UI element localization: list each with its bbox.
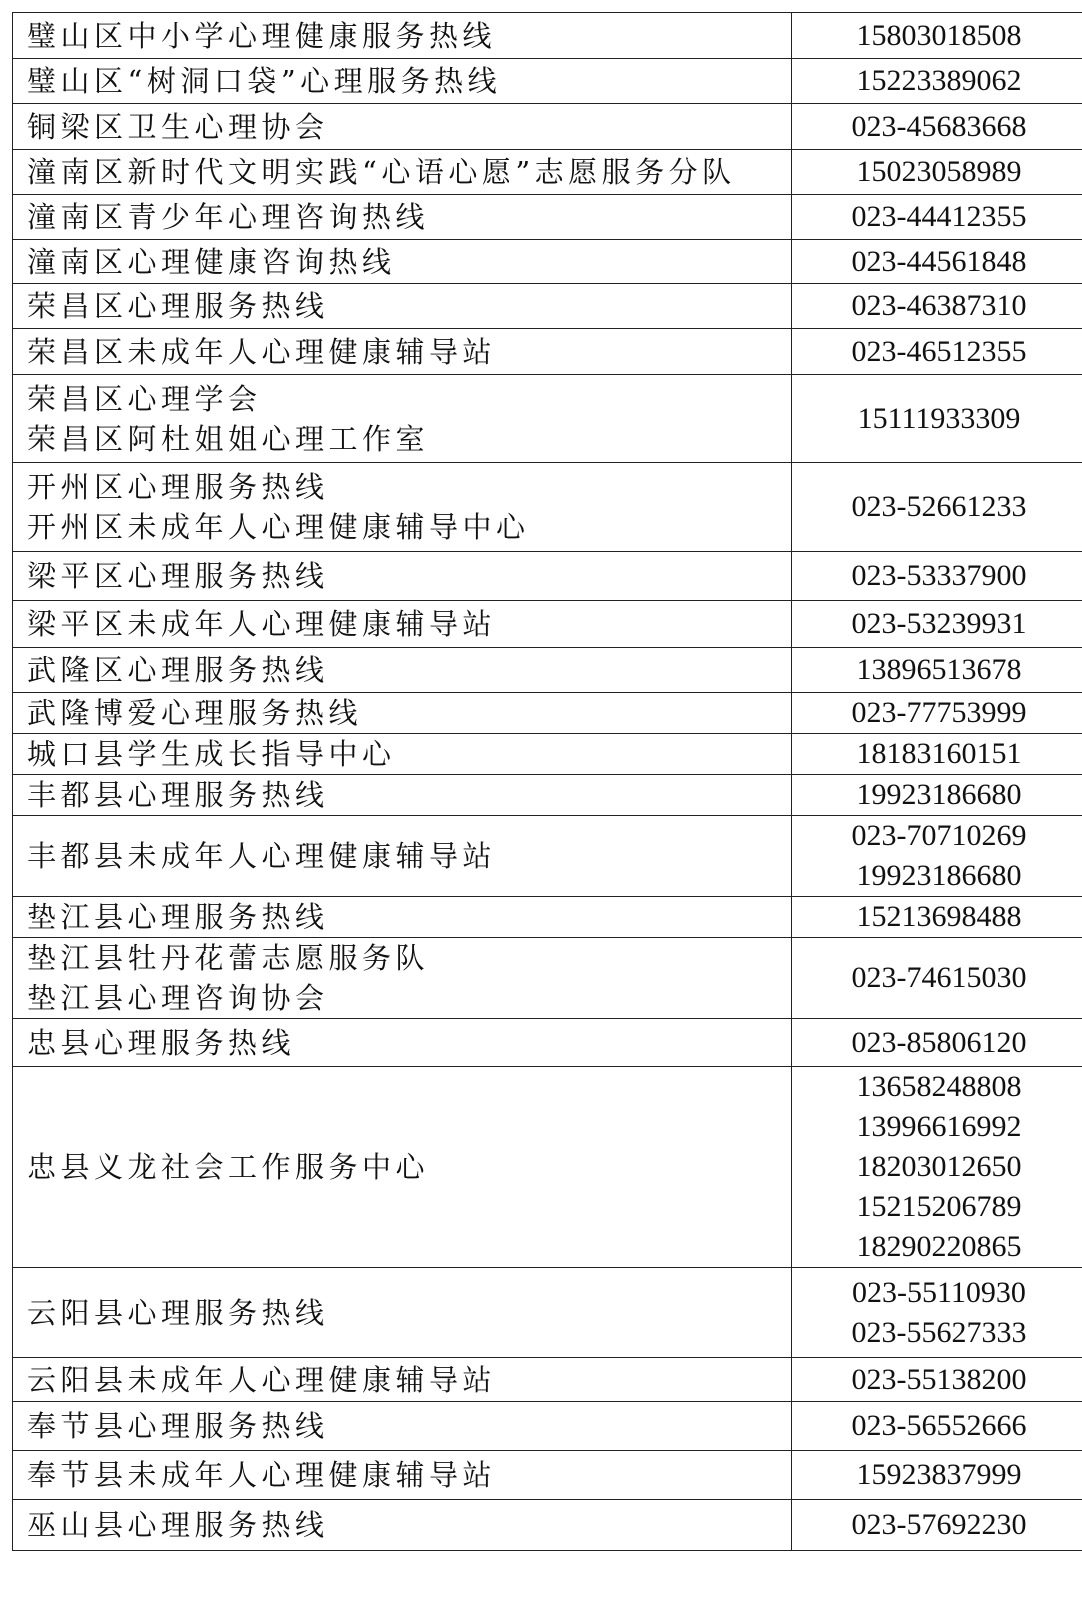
phone-cell [792, 693, 1082, 734]
service-name: 潼南区心理健康咨询热线 [27, 244, 396, 279]
table-row [13, 240, 1082, 284]
service-name: 荣昌区心理学会 [27, 381, 262, 416]
phone-cell [792, 1067, 1082, 1268]
service-name-cell [13, 13, 792, 59]
phone-number: 18183160151 [856, 737, 1022, 770]
service-name-cell [13, 1019, 792, 1067]
table-row [13, 1451, 1082, 1500]
service-name-cell [13, 552, 792, 601]
phone-number: 023-44412355 [851, 200, 1027, 233]
service-name: 忠县义龙社会工作服务中心 [27, 1150, 430, 1184]
phone-cell [792, 552, 1082, 601]
service-name-cell [13, 1451, 792, 1500]
service-name-cell [13, 775, 792, 816]
phone-number: 023-56552666 [851, 1409, 1027, 1442]
phone-number: 15803018508 [856, 18, 1022, 52]
service-name: 荣昌区未成年人心理健康辅导站 [27, 334, 497, 369]
phone-cell [792, 648, 1082, 693]
phone-cell [792, 13, 1082, 59]
phone-number: 19923186680 [856, 778, 1022, 811]
phone-number: 15215206789 [856, 1190, 1022, 1223]
phone-number: 023-55627333 [851, 1315, 1027, 1349]
phone-cell [792, 1402, 1082, 1451]
phone-cell [792, 375, 1082, 463]
phone-number: 13658248808 [856, 1070, 1022, 1103]
service-name: 开州区心理服务热线 [27, 470, 329, 504]
service-name-cell [13, 150, 792, 195]
table-row [13, 1268, 1082, 1358]
table-row [13, 284, 1082, 329]
hotline-table-body [13, 13, 1082, 1551]
service-name: 武隆区心理服务热线 [27, 653, 329, 687]
phone-number: 023-46387310 [851, 289, 1027, 322]
phone-number: 19923186680 [856, 859, 1022, 892]
service-name-cell [13, 693, 792, 734]
service-name: 巫山县心理服务热线 [27, 1508, 329, 1542]
phone-number: 15923837999 [856, 1458, 1022, 1491]
service-name-cell [13, 59, 792, 104]
phone-cell [792, 284, 1082, 329]
table-row [13, 1402, 1082, 1451]
service-name-cell [13, 329, 792, 375]
phone-cell [792, 775, 1082, 816]
service-name: 铜梁区卫生心理协会 [27, 109, 329, 144]
service-name-cell [13, 463, 792, 552]
service-name: 云阳县心理服务热线 [27, 1295, 329, 1330]
phone-number: 023-45683668 [851, 109, 1027, 143]
table-row [13, 938, 1082, 1019]
service-name-cell [13, 734, 792, 775]
service-name: 荣昌区阿杜姐姐心理工作室 [27, 421, 430, 456]
service-name-cell [13, 195, 792, 240]
table-row [13, 13, 1082, 59]
service-name-cell [13, 375, 792, 463]
phone-cell [792, 240, 1082, 284]
table-row [13, 601, 1082, 648]
service-name-cell [13, 816, 792, 897]
phone-number: 15223389062 [856, 64, 1022, 97]
phone-number: 023-57692230 [851, 1508, 1027, 1541]
service-name: 潼南区新时代文明实践“心语心愿”志愿服务分队 [27, 155, 736, 189]
service-name: 璧山区“树洞口袋”心理服务热线 [27, 64, 502, 98]
phone-number: 15023058989 [856, 155, 1022, 188]
service-name: 垫江县牡丹花蕾志愿服务队 [27, 941, 430, 975]
phone-cell [792, 601, 1082, 648]
phone-number: 023-52661233 [851, 490, 1027, 523]
service-name: 梁平区未成年人心理健康辅导站 [27, 607, 497, 641]
table-row [13, 150, 1082, 195]
phone-number: 023-55110930 [852, 1275, 1026, 1309]
table-row [13, 648, 1082, 693]
service-name: 丰都县未成年人心理健康辅导站 [27, 839, 497, 873]
phone-cell [792, 104, 1082, 150]
phone-number: 023-44561848 [851, 244, 1027, 278]
table-row [13, 104, 1082, 150]
service-name: 垫江县心理服务热线 [27, 900, 329, 934]
service-name: 云阳县未成年人心理健康辅导站 [27, 1362, 497, 1397]
service-name-cell [13, 648, 792, 693]
phone-cell [792, 816, 1082, 897]
phone-number: 13996616992 [856, 1110, 1022, 1143]
table-row [13, 195, 1082, 240]
service-name-cell [13, 897, 792, 938]
phone-number: 023-85806120 [851, 1025, 1027, 1059]
table-row [13, 1067, 1082, 1268]
phone-number: 023-46512355 [851, 334, 1027, 368]
service-name-cell [13, 938, 792, 1019]
phone-number: 023-70710269 [851, 819, 1027, 852]
table-row [13, 329, 1082, 375]
phone-number: 023-77753999 [851, 696, 1027, 729]
phone-cell [792, 195, 1082, 240]
phone-cell [792, 59, 1082, 104]
service-name-cell [13, 1268, 792, 1358]
service-name: 城口县学生成长指导中心 [27, 737, 396, 771]
service-name: 奉节县心理服务热线 [27, 1409, 329, 1443]
service-name: 垫江县心理咨询协会 [27, 981, 329, 1015]
table-row [13, 816, 1082, 897]
service-name: 奉节县未成年人心理健康辅导站 [27, 1458, 497, 1492]
table-row [13, 59, 1082, 104]
phone-cell [792, 938, 1082, 1019]
service-name-cell [13, 601, 792, 648]
service-name: 荣昌区心理服务热线 [27, 289, 329, 323]
phone-number: 023-53337900 [851, 559, 1027, 592]
service-name-cell [13, 284, 792, 329]
table-row [13, 897, 1082, 938]
phone-cell [792, 150, 1082, 195]
phone-cell [792, 1500, 1082, 1551]
phone-cell [792, 329, 1082, 375]
table-row [13, 463, 1082, 552]
service-name-cell [13, 240, 792, 284]
phone-cell [792, 1019, 1082, 1067]
phone-number: 15111933309 [857, 401, 1021, 435]
service-name-cell [13, 1358, 792, 1402]
service-name-cell [13, 1067, 792, 1268]
phone-cell [792, 1358, 1082, 1402]
service-name-cell [13, 1402, 792, 1451]
service-name: 潼南区青少年心理咨询热线 [27, 200, 430, 234]
table-row [13, 1019, 1082, 1067]
phone-cell [792, 897, 1082, 938]
table-row [13, 775, 1082, 816]
table-row [13, 375, 1082, 463]
service-name: 丰都县心理服务热线 [27, 778, 329, 812]
table-row [13, 1500, 1082, 1551]
service-name: 梁平区心理服务热线 [27, 559, 329, 593]
table-row [13, 693, 1082, 734]
phone-number: 023-74615030 [851, 961, 1027, 994]
table-row [13, 734, 1082, 775]
table-row [13, 552, 1082, 601]
phone-number: 15213698488 [856, 900, 1022, 933]
phone-number: 023-53239931 [851, 607, 1027, 640]
phone-number: 18203012650 [856, 1150, 1022, 1183]
service-name: 开州区未成年人心理健康辅导中心 [27, 510, 530, 544]
phone-number: 023-55138200 [851, 1362, 1027, 1396]
phone-cell [792, 463, 1082, 552]
hotline-table-container [12, 12, 1082, 1551]
phone-cell [792, 1451, 1082, 1500]
service-name: 璧山区中小学心理健康服务热线 [27, 18, 497, 53]
table-row [13, 1358, 1082, 1402]
phone-number: 13896513678 [856, 653, 1022, 686]
phone-cell [792, 734, 1082, 775]
hotline-table [12, 12, 1082, 1551]
service-name: 忠县心理服务热线 [27, 1025, 296, 1060]
phone-cell [792, 1268, 1082, 1358]
service-name-cell [13, 104, 792, 150]
service-name-cell [13, 1500, 792, 1551]
service-name: 武隆博爱心理服务热线 [27, 696, 363, 730]
phone-number: 18290220865 [856, 1230, 1022, 1263]
